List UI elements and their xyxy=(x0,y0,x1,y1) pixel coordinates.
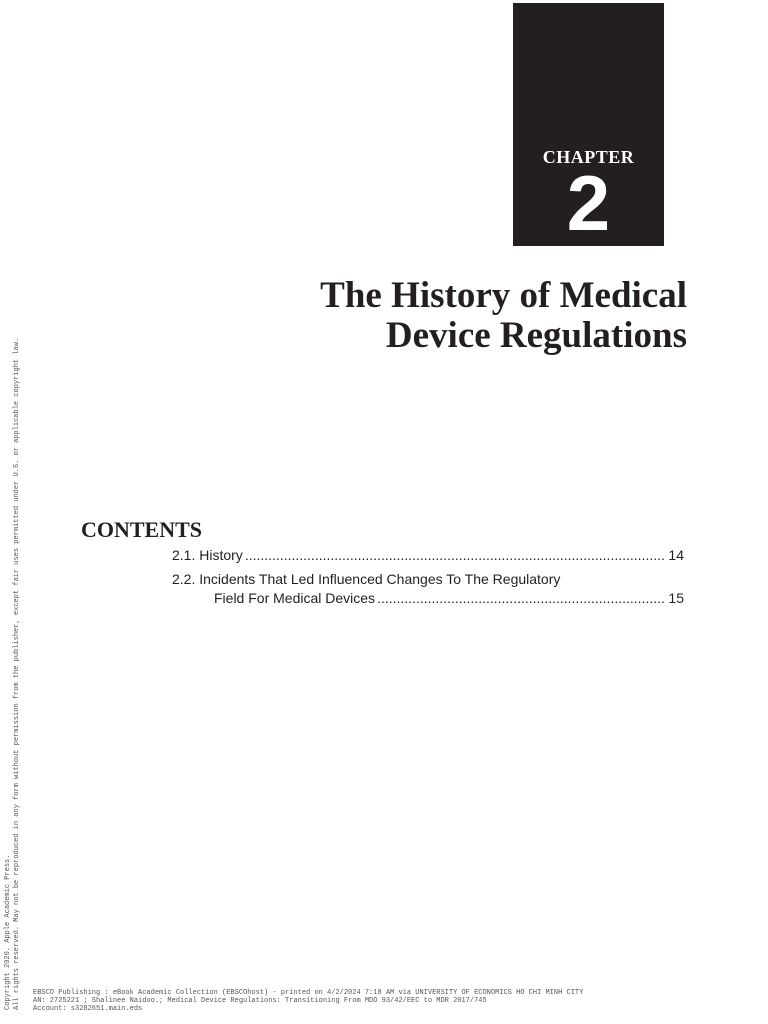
copyright-line-2: All rights reserved. May not be reproduced in any form without permission from the publisher, except fair uses permitted under U.S. or applicable copyright law. xyxy=(13,337,21,1010)
contents-heading: CONTENTS xyxy=(81,517,203,542)
toc-entry-title-continuation: Field For Medical Devices xyxy=(214,590,376,606)
toc-entry-page: 15 xyxy=(668,590,684,606)
chapter-title-line-1: The History of Medical xyxy=(320,275,687,316)
toc-entry-page: 14 xyxy=(668,547,684,563)
chapter-box xyxy=(513,3,664,246)
chapter-label: CHAPTER xyxy=(542,147,635,167)
chapter-number: 2 xyxy=(566,159,611,247)
footer-line-2: AN: 2725221 ; Shalinee Naidoo.; Medical Device Regulations: Transitioning From MDD 93/42/EEC to MDR 2017/745 xyxy=(33,997,487,1005)
toc-leader-dots xyxy=(377,589,666,608)
toc-leader-dots xyxy=(245,546,667,565)
copyright-line-1: Copyright 2020. Apple Academic Press. xyxy=(4,854,12,1010)
table-of-contents xyxy=(172,546,684,608)
toc-entry-title: 2.1. History xyxy=(172,547,243,563)
chapter-title xyxy=(167,276,687,356)
footer-line-3: Account: s3282651.main.eds xyxy=(33,1005,143,1013)
chapter-title-line-2: Device Regulations xyxy=(385,315,687,356)
print-footer xyxy=(33,989,583,1013)
side-copyright-notice xyxy=(4,338,22,1010)
footer-line-1: EBSCO Publishing : eBook Academic Collection (EBSCOhost) - printed on 4/2/2024 7:18 AM via UNIVERSITY OF ECONOMICS HO CHI MINH CITY xyxy=(33,989,584,997)
toc-entry-title: 2.2. Incidents That Led Influenced Changes To The Regulatory xyxy=(172,571,561,587)
toc-entry[interactable] xyxy=(172,546,684,565)
toc-entry[interactable] xyxy=(172,570,684,608)
